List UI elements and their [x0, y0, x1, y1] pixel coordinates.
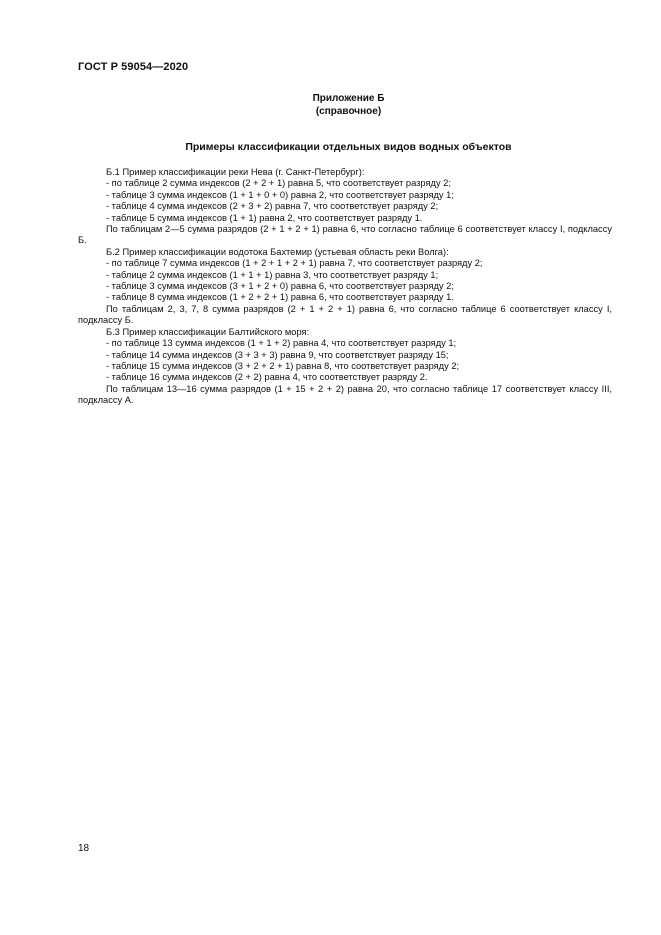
appendix-title: Приложение Б [312, 93, 385, 104]
example-b3-intro: Б.3 Пример классификации Балтийского моря: [106, 326, 310, 337]
list-item: - таблице 15 сумма индексов (3 + 2 + 2 + 1) равна 8, что соответствует разряду 2; [106, 360, 460, 371]
list-item: - таблице 3 сумма индексов (3 + 1 + 2 + 0) равна 6, что соответствует разряду 2; [106, 281, 454, 292]
appendix-heading [0, 92, 661, 118]
example-b1-conclusion: По таблицам 2—5 сумма разрядов (2 + 1 + 2 + 1) равна 6, что согласно таблице 6 соответствует классу I, подклассу Б. [78, 224, 612, 246]
list-item: - таблице 8 сумма индексов (1 + 2 + 2 + 1) равна 6, что соответствует разряду 1. [106, 292, 454, 303]
list-item: - таблице 2 сумма индексов (1 + 1 + 1) равна 3, что соответствует разряду 1; [106, 269, 439, 280]
example-b2-intro: Б.2 Пример классификации водотока Бахтемир (устьевая область реки Волга): [106, 246, 449, 257]
example-b2-conclusion: По таблицам 2, 3, 7, 8 сумма разрядов (2 + 1 + 2 + 1) равна 6, что согласно таблице 6 соответствует классу I, подклассу Б. [78, 303, 612, 326]
list-item: - по таблице 13 сумма индексов (1 + 1 + 2) равна 4, что соответствует разряду 1; [106, 338, 457, 349]
list-item: - таблице 14 сумма индексов (3 + 3 + 3) равна 9, что соответствует разряду 15; [106, 349, 449, 360]
list-item: - таблице 16 сумма индексов (2 + 2) равна 4, что соответствует разряду 2. [106, 372, 428, 383]
example-b1-intro: Б.1 Пример классификации реки Нева (г. Санкт-Петербург): [106, 167, 365, 177]
list-item: - по таблице 7 сумма индексов (1 + 2 + 1 + 2 + 1) равна 7, что соответствует разряду 2; [106, 258, 483, 269]
appendix-subtitle: (справочное) [315, 106, 382, 117]
page-header: ГОСТ Р 59054—2020 [78, 61, 189, 73]
page-number: 18 [78, 843, 90, 854]
list-item: - по таблице 2 сумма индексов (2 + 2 + 1) равна 5, что соответствует разряду 2; [106, 178, 451, 189]
list-item: - таблице 5 сумма индексов (1 + 1) равна 2, что соответствует разряду 1. [106, 212, 423, 223]
document-body [78, 167, 612, 407]
section-heading [0, 141, 661, 153]
list-item: - таблице 3 сумма индексов (1 + 1 + 0 + 0) равна 2, что соответствует разряду 1; [106, 189, 454, 200]
list-item: - таблице 4 сумма индексов (2 + 3 + 2) равна 7, что соответствует разряду 2; [106, 201, 439, 212]
section-heading-text: Примеры классификации отдельных видов водных объектов [185, 141, 512, 153]
example-b3-conclusion: По таблицам 13—16 сумма разрядов (1 + 15 + 2 + 2) равна 20, что согласно таблице 17 соответствует классу III, подклассу А. [78, 383, 612, 406]
